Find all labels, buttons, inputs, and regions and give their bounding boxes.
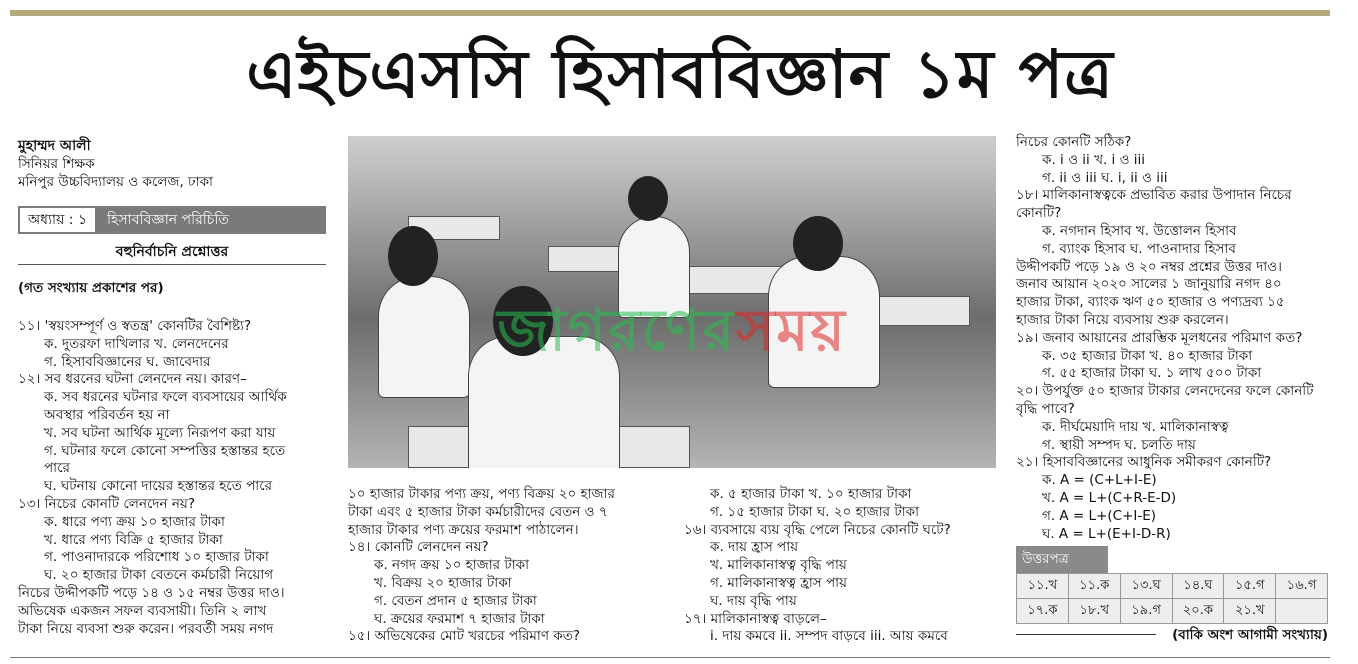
author-block (18, 138, 338, 191)
question-line: গ. ৫৫ হাজার টাকা ঘ. ১ লাখ ৫০০ টাকা (1042, 365, 1262, 382)
question-line: ক. i ও ii খ. i ও iii (1042, 151, 1146, 168)
question-line: কোনটি? (1016, 205, 1062, 222)
question-line: খ. A = L+(C+R-E-D) (1042, 489, 1177, 506)
question-line: ঘ. দায় বৃদ্ধি পায় (710, 592, 797, 609)
continued-note-text: (গত সংখ্যায় প্রকাশের পর) (18, 280, 164, 296)
top-rule (10, 10, 1330, 16)
answer-cell: ১৫.গ (1224, 574, 1276, 599)
page-title: এইচএসসি হিসাববিজ্ঞান ১ম পত্র (246, 35, 1114, 113)
question-line: খ. ধারে পণ্য বিক্রি ৫ হাজার টাকা (44, 531, 223, 548)
question-line: খ. বিক্রয় ২০ হাজার টাকা (374, 574, 512, 591)
question-line: ক. দায় হ্রাস পায় (710, 539, 799, 556)
answer-cell: ২১.খ (1224, 599, 1276, 624)
question-line: পারে (44, 460, 70, 477)
question-line: ক. A = (C+L+I-E) (1042, 472, 1157, 489)
answer-cell: ১৮.খ (1068, 599, 1120, 624)
answer-cell: ১১.ক (1068, 574, 1120, 599)
question-line: গ. ii ও iii ঘ. i, ii ও iii (1042, 169, 1168, 186)
question-line: ২১। হিসাববিজ্ঞানের আধুনিক সমীকরণ কোনটি? (1016, 454, 1272, 471)
question-line: গ. বেতন প্রদান ৫ হাজার টাকা (374, 592, 537, 609)
question-line: ১৯। জনাব আয়ানের প্রারম্ভিক মূলধনের পরিমাণ কত? (1016, 329, 1303, 346)
question-line: ক. ৫ হাজার টাকা খ. ১০ হাজার টাকা (710, 486, 912, 502)
question-line: ২০। উপর্যুক্ত ৫০ হাজার টাকার লেনদেনের ফলে কোনটি (1016, 383, 1314, 400)
question-line: ক. দীর্ঘমেয়াদি দায় খ. মালিকানাস্বত্ব (1042, 418, 1229, 435)
student-head (388, 226, 438, 286)
question-line: গ. ব্যাংক হিসাব ঘ. পাওনাদার হিসাব (1042, 240, 1236, 257)
question-line: হাজার টাকা নিয়ে ব্যবসায় শুরু করলেন। (1016, 311, 1229, 328)
answer-row (1017, 599, 1328, 624)
answer-sheet-title: উত্তরপত্র (1016, 546, 1108, 573)
student-head (628, 176, 668, 221)
question-line: ১৩। নিচের কোনটি লেনদেন নয়? (18, 495, 196, 512)
question-line: গ. মালিকানাস্বত্ব হ্রাস পায় (710, 574, 848, 591)
newspaper-watermark: জাগরণেরসময় (497, 296, 847, 364)
question-line: ১১। 'স্বয়ংসম্পূর্ণ ও স্বতন্ত্র' কোনটির বৈশিষ্ট্য? (18, 318, 252, 334)
question-line: ক. ধারে পণ্য ক্রয় ১০ হাজার টাকা (44, 513, 225, 530)
answer-sheet (1016, 546, 1328, 624)
continuation-note (1016, 624, 1328, 647)
question-line: ১৭। মালিকানাস্বত্ব বাড়লে– (684, 610, 827, 627)
question-line: ১৫। অভিষেকের মোট খরচের পরিমাণ কত? (348, 628, 581, 645)
question-line: বৃদ্ধি পাবে? (1016, 400, 1075, 417)
author-institution: মনিপুর উচ্চবিদ্যালয় ও কলেজ, ঢাকা (18, 173, 213, 190)
question-line: টাকা এবং ৫ হাজার টাকা কর্মচারীদের বেতন ও ৭ (348, 503, 608, 520)
question-line: ক. দুতরফা দাখিলার খ. লেনদেনের (44, 335, 229, 352)
answer-cell: ১৭.ক (1017, 599, 1069, 624)
questions-column-1 (18, 318, 338, 638)
question-line: ক. ৩৫ হাজার টাকা খ. ৪০ হাজার টাকা (1042, 347, 1253, 364)
question-line: গ. ১৫ হাজার টাকা ঘ. ২০ হাজার টাকা (710, 503, 919, 520)
section-title: বহুনির্বাচনি প্রশ্নোত্তর (115, 244, 229, 260)
answer-cell: ১১.খ (1017, 574, 1069, 599)
question-line: ১৮। মালিকানাস্বত্বকে প্রভাবিত করার উপাদান নিচের (1016, 187, 1292, 204)
question-line: ১৬। ব্যবসায়ে ব্যয় বৃদ্ধি পেলে নিচের কোনটি ঘটে? (684, 521, 951, 538)
question-line: i. দায় কমবে ii. সম্পদ বাড়বে iii. আয় কমবে (710, 628, 948, 645)
question-line: গ. A = L+(C+I-E) (1042, 507, 1157, 524)
question-line: জনাব আয়ান ২০২০ সালের ১ জানুয়ারি নগদ ৪০ (1016, 276, 1282, 293)
questions-column-3 (684, 486, 1004, 646)
answer-cell: ১৬.গ (1276, 574, 1328, 599)
question-line: হাজার টাকা, ব্যাংক ঋণ ৫০ হাজার ও পণ্যদ্রব্য ১৫ (1016, 294, 1285, 311)
questions-column-2 (348, 486, 668, 646)
question-line: উদ্দীপকটি পড়ে ১৯ ও ২০ নম্বর প্রশ্নের উত্তর দাও। (1016, 258, 1282, 275)
question-line: গ. স্থায়ী সম্পদ ঘ. চলতি দায় (1042, 436, 1196, 453)
question-line: ঘ. ক্রয়ের ফরমাশ ৭ হাজার টাকা (374, 610, 545, 627)
answer-cell: ১৩.ঘ (1120, 574, 1172, 599)
question-line: গ. পাওনাদারকে পরিশোধ ১০ হাজার টাকা (44, 549, 269, 566)
answer-cell: ১৯.গ (1120, 599, 1172, 624)
author-role: সিনিয়র শিক্ষক (18, 155, 95, 172)
answer-table (1016, 573, 1328, 624)
question-line: ঘ. ঘটনায় কোনো দায়ের হস্তান্তর হতে পারে (44, 478, 273, 495)
student-head (793, 216, 843, 271)
question-line: গ. হিসাববিজ্ঞানের ঘ. জাবেদার (44, 353, 211, 370)
chapter-banner (18, 206, 326, 234)
answer-row (1017, 574, 1328, 599)
question-line: নিচের উদ্দীপকটি পড়ে ১৪ ও ১৫ নম্বর উত্তর দাও। (18, 584, 285, 601)
question-line: ক. সব ধরনের ঘটনার ফলে ব্যবসায়ের আর্থিক (44, 389, 287, 406)
question-line: নিচের কোনটি সঠিক? (1016, 134, 1132, 150)
question-line: খ. সব ঘটনা আর্থিক মূল্যে নিরূপণ করা যায় (44, 424, 276, 441)
question-line: ঘ. A = L+(E+I-D-R) (1042, 525, 1171, 542)
question-line: ১২। সব ধরনের ঘটনা লেনদেন নয়। কারণ– (18, 371, 247, 388)
question-line: অবস্থার পরিবর্তন হয় না (44, 406, 170, 423)
question-line: খ. মালিকানাস্বত্ব বৃদ্ধি পায় (710, 557, 847, 574)
exam-hall-photo (348, 136, 996, 468)
question-line: ক. নগদান হিসাব খ. উত্তোলন হিসাব (1042, 222, 1237, 239)
question-line: টাকা নিয়ে ব্যবসা শুরু করেন। পরবর্তী সময় নগদ (18, 620, 274, 637)
question-line: অভিষেক একজন সফল ব্যবসায়ী। তিনি ২ লাখ (18, 602, 267, 619)
continued-note (18, 280, 338, 298)
chapter-name: হিসাববিজ্ঞান পরিচিতি (107, 212, 229, 228)
chapter-number: অধ্যায় : ১ (20, 208, 95, 232)
continuation-text: (বাকি অংশ আগামী সংখ্যায়) (1172, 627, 1328, 643)
author-name: মুহাম্মদ আলী (18, 138, 91, 154)
question-line: গ. ঘটনার ফলে কোনো সম্পত্তির হস্তান্তর হতে (44, 442, 286, 459)
bottom-rule (10, 657, 1330, 658)
answer-cell: ১৪.ঘ (1172, 574, 1224, 599)
answer-cell (1276, 599, 1328, 624)
question-line: ঘ. ২০ হাজার টাকা বেতনে কর্মচারী নিয়োগ (44, 567, 274, 584)
divider (1016, 634, 1156, 635)
question-line: হাজার টাকার পণ্য ক্রয়ের ফরমাশ পাঠালেন। (348, 521, 579, 538)
question-line: ১৪। কোনটি লেনদেন নয়? (348, 539, 489, 556)
questions-column-4 (1016, 134, 1336, 543)
question-line: ১০ হাজার টাকার পণ্য ক্রয়, পণ্য বিক্রয় ২০ হাজার (348, 486, 615, 502)
question-line: ক. নগদ ক্রয় ১০ হাজার টাকা (374, 557, 530, 574)
answer-cell: ২০.ক (1172, 599, 1224, 624)
divider (18, 264, 326, 265)
